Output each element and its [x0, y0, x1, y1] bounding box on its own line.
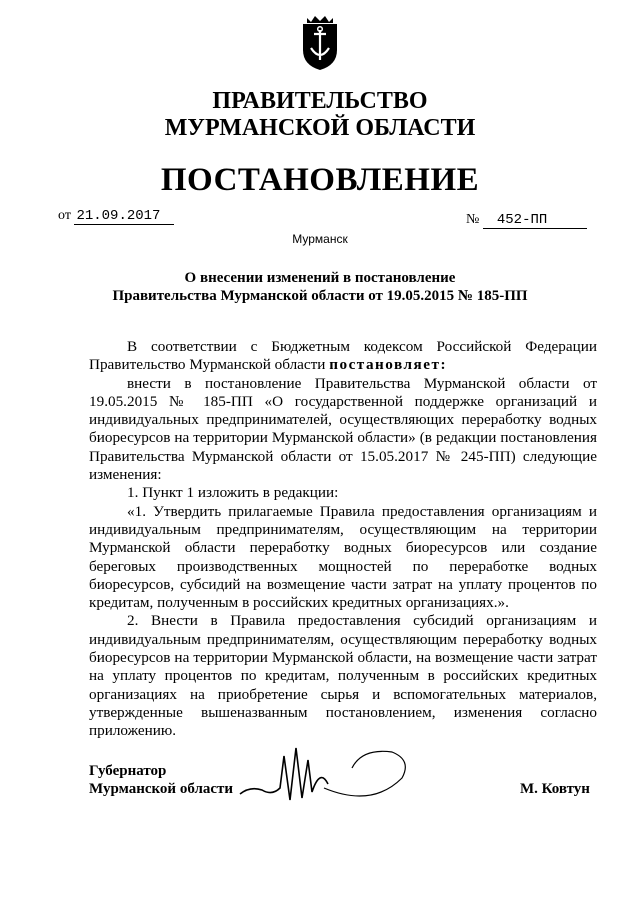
number-prefix: № [466, 212, 480, 227]
date-value: 21.09.2017 [74, 209, 174, 225]
subject-line1: О внесении изменений в постановление [184, 270, 456, 286]
org-name-line2: МУРМАНСКОЙ ОБЛАСТИ [164, 115, 476, 141]
item2-text: 2. Внести в Правила предоставления субсидий организациям и индивидуальным предпринимателям, осуществляющим переработку водных биоресурсов на территории Мурманской области, на возмещение части затрат на уплату процентов по кредитам, полученным в российских кредитных организациях на приобретение сырья и вспомогательных материалов, утвержденные вышеназванным постановлением, изменения согласно приложению. [89, 612, 597, 740]
signatory-title-line1: Губернатор [89, 763, 167, 779]
document-body [89, 338, 597, 741]
number-field [466, 212, 587, 229]
intro-paragraph [89, 338, 597, 375]
document-subject [0, 269, 640, 305]
decree-word: постановляет: [329, 356, 448, 374]
document-type-title: ПОСТАНОВЛЕНИЕ [160, 162, 480, 198]
signatory-title-line2: Мурманской области [89, 781, 234, 797]
subject-line2: Правительства Мурманской области от 19.05.2015 № 185-ПП [112, 288, 528, 304]
item1-text: «1. Утвердить прилагаемые Правила предоставления организациям и индивидуальным предпринимателям, осуществляющим на территории Мурманской области переработку водных биоресурсов или создание береговых производственных мощностей по переработке водных биоресурсов, субсидий на возмещение части затрат на уплату процентов по кредитам, полученным в российских кредитных организациях.». [89, 502, 597, 612]
date-prefix: от [58, 208, 71, 223]
handwritten-signature [232, 738, 417, 828]
amend-paragraph: внести в постановление Правительства Мурманской области от 19.05.2015 № 185-ПП «О государственной поддержке организаций и индивидуальных предпринимателей, осуществляющих переработку водных биоресурсов на территории Мурманской области» (в редакции постановления Правительства Мурманской области от 15.05.2017 № 245-ПП) следующие изменения: [89, 374, 597, 484]
city-label: Мурманск [292, 232, 348, 246]
coat-of-arms-icon [297, 10, 343, 72]
date-field [58, 208, 174, 225]
intro-text: В соответствии с Бюджетным кодексом Российской Федерации Правительство Мурманской области [89, 338, 597, 374]
number-value: 452-ПП [483, 213, 587, 229]
signatory-name: М. Ковтун [520, 781, 590, 797]
org-name-line1: ПРАВИТЕЛЬСТВО [212, 88, 428, 114]
item1-title: 1. Пункт 1 изложить в редакции: [127, 484, 339, 502]
signatory-title [89, 762, 233, 798]
